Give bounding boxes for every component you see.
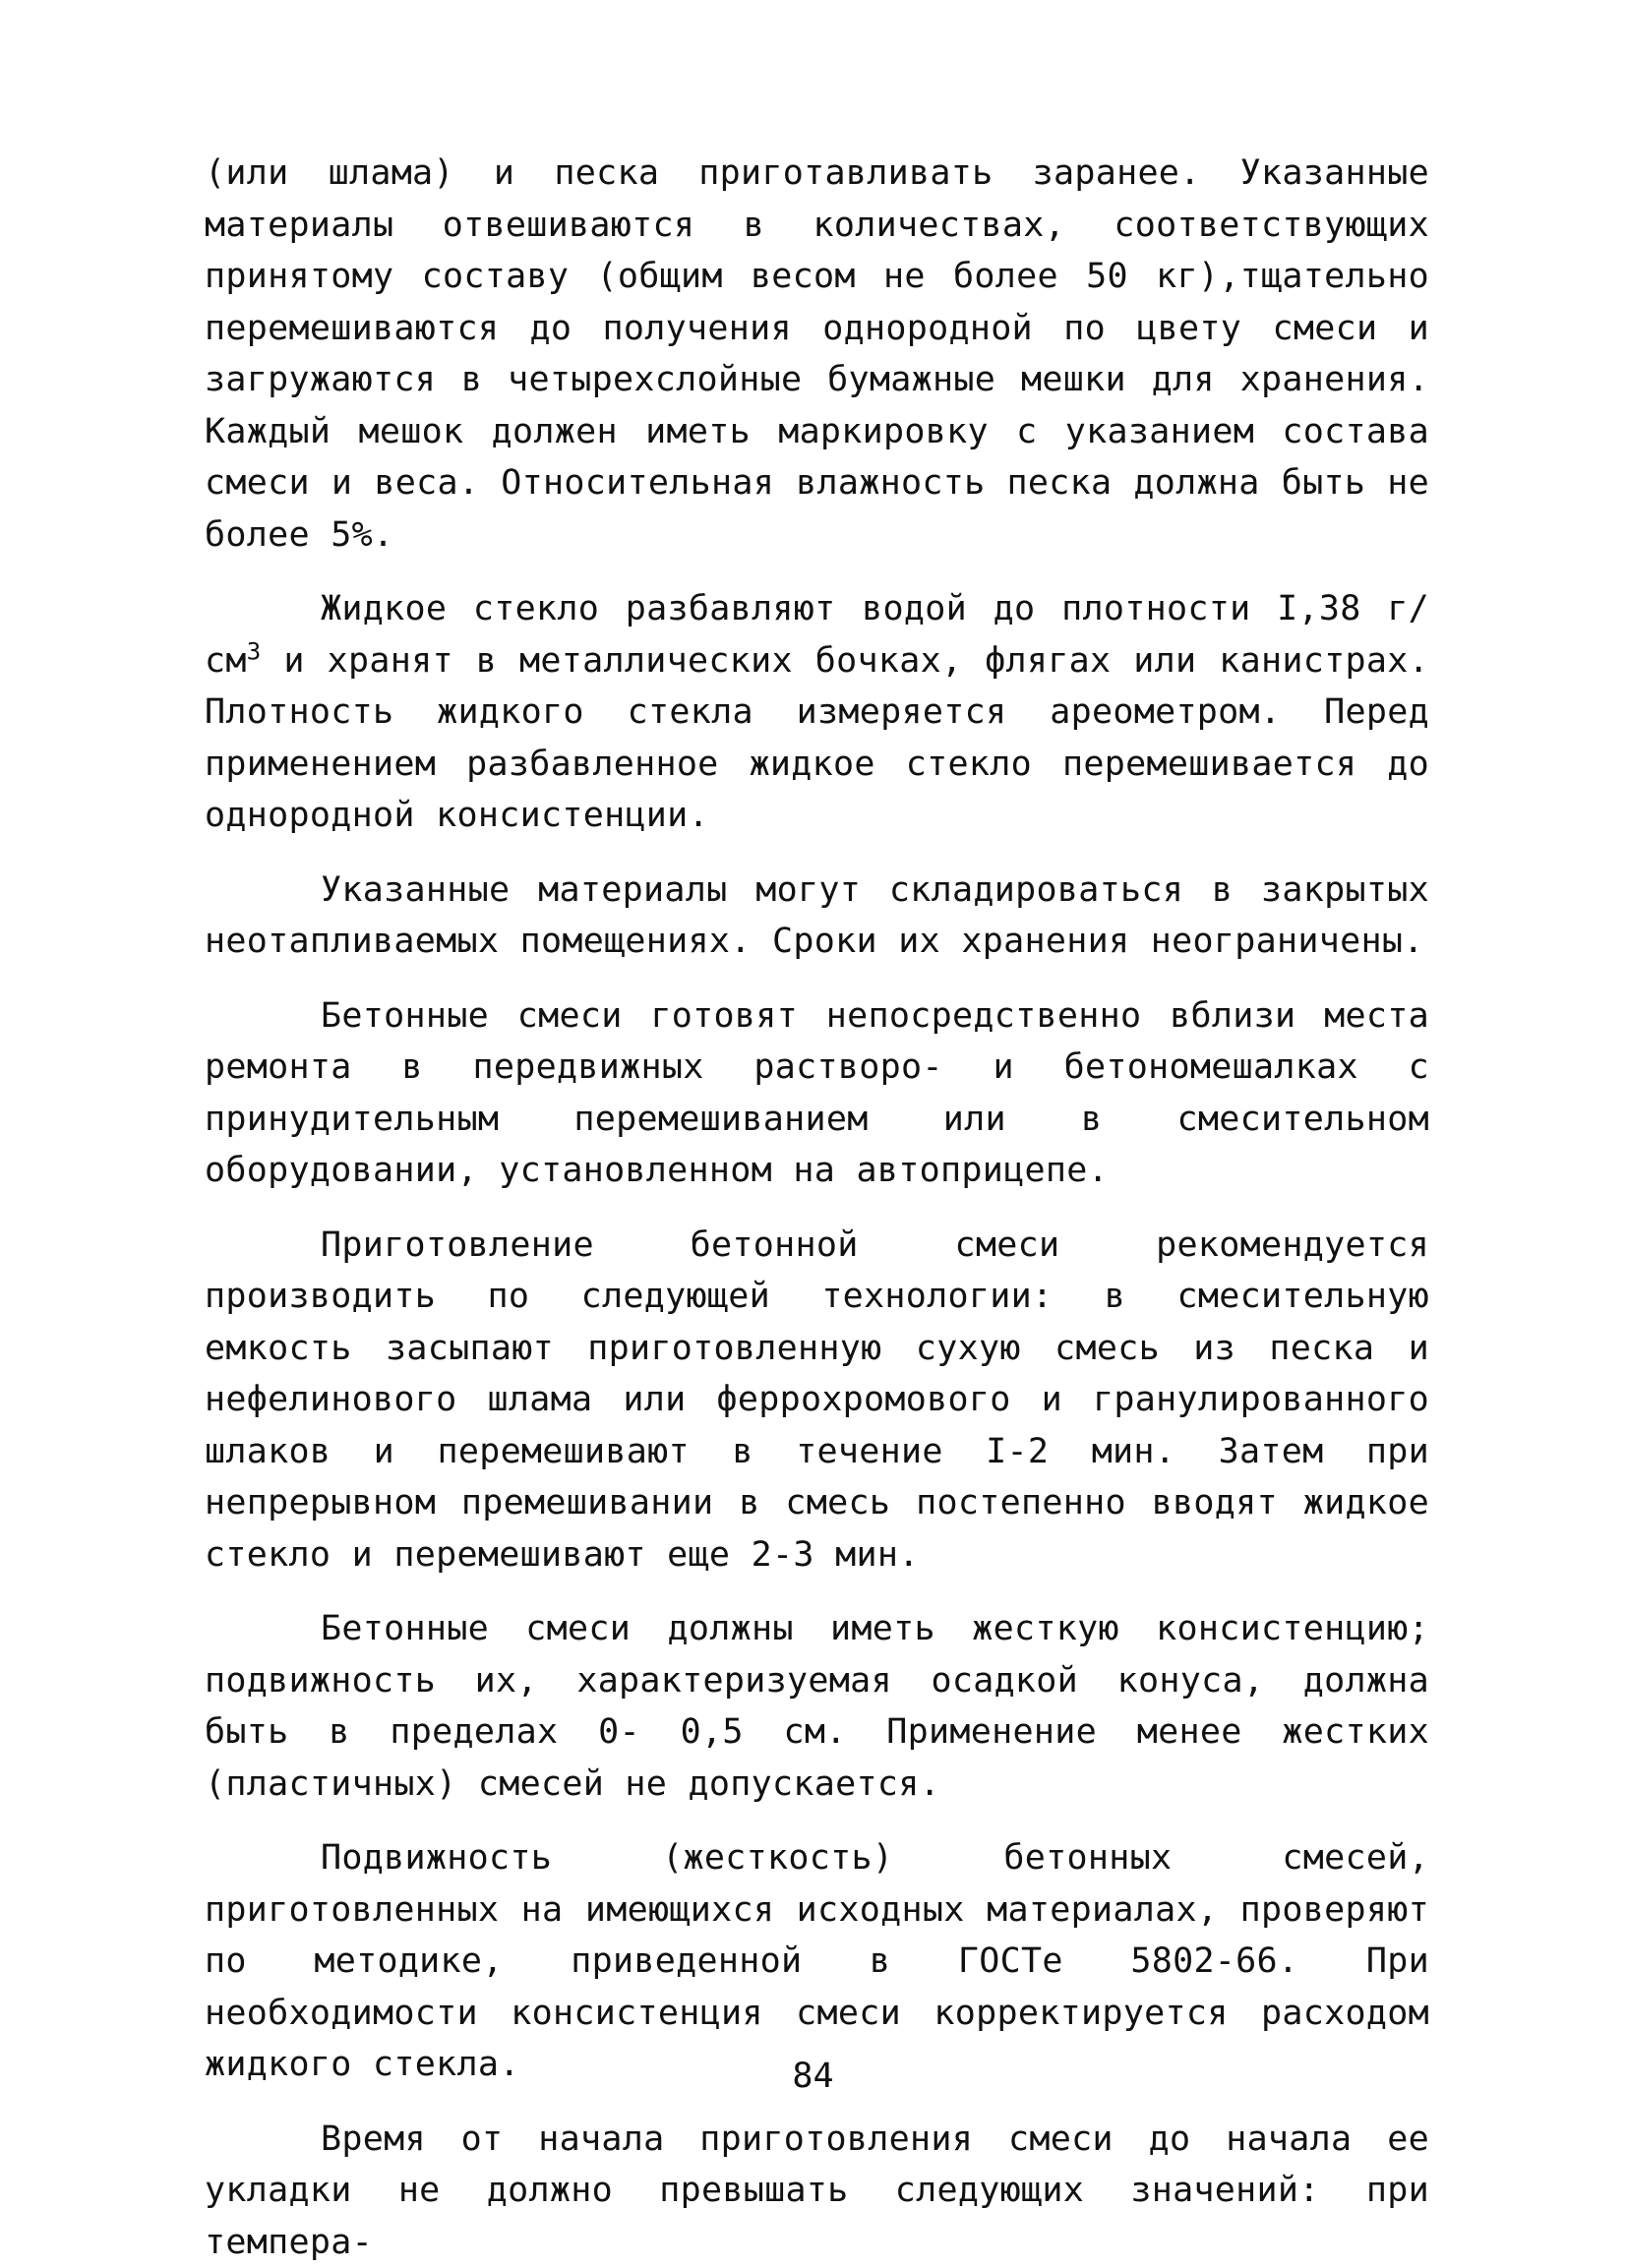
paragraph-liquid-glass xyxy=(205,583,1429,842)
liquid-glass-density-text: Жидкое стекло разбавляют водой до плотности I,38 г/см xyxy=(205,589,1429,681)
page-number: 84 xyxy=(0,2051,1626,2102)
paragraph-time-limit: Время от начала приготовления смеси до начала ее укладки не должно превышать следующих значений: при темпера- xyxy=(205,2114,1429,2268)
liquid-glass-storage-text: и хранят в металлических бочках, флягах или канистрах. Плотность жидкого стекла измеряется ареометром. Перед применением разбавленное жидкое стекло перемешивается до однородной консистенции. xyxy=(205,641,1429,836)
paragraph-mobility-check: Подвижность (жесткость) бетонных смесей, приготовленных на имеющихся исходных материалах, проверяют по методике, приведенной в ГОСТе 5802-66. При необходимости консистенция смеси корректируется расходом жидкого стекла. xyxy=(205,1832,1429,2091)
density-unit-superscript: 3 xyxy=(247,637,262,665)
paragraph-materials-preparation: (или шлама) и песка приготавливать заранее. Указанные материалы отвешиваются в количествах, соответствующих принятому составу (общим весом не более 50 кг),тщательно перемешиваются до получения однородной по цвету смеси и загружаются в четырехслойные бумажные мешки для хранения. Каждый мешок должен иметь маркировку с указанием состава смеси и веса. Относительная влажность песка должна быть не более 5%. xyxy=(205,148,1429,561)
paragraph-mixing-technology: Приготовление бетонной смеси рекомендуется производить по следующей технологии: в смесительную емкость засыпают приготовленную сухую смесь из песка и нефелинового шлама или феррохромового и гранулированного шлаков и перемешивают в течение I-2 мин. Затем при непрерывном премешивании в смесь постепенно вводят жидкое стекло и перемешивают еще 2-3 мин. xyxy=(205,1220,1429,1582)
document-body xyxy=(205,148,1429,2268)
paragraph-storage: Указанные материалы могут складироваться в закрытых неотапливаемых помещениях. Сроки их хранения неограничены. xyxy=(205,865,1429,968)
paragraph-consistency: Бетонные смеси должны иметь жесткую консистенцию; подвижность их, характеризуемая осадкой конуса, должна быть в пределах 0- 0,5 см. Применение менее жестких (пластичных) смесей не допускается. xyxy=(205,1603,1429,1810)
paragraph-mixing-location: Бетонные смеси готовят непосредственно вблизи места ремонта в передвижных растворо- и бетономешалках с принудительным перемешиванием или в смесительном оборудовании, установленном на автоприцепе. xyxy=(205,990,1429,1197)
